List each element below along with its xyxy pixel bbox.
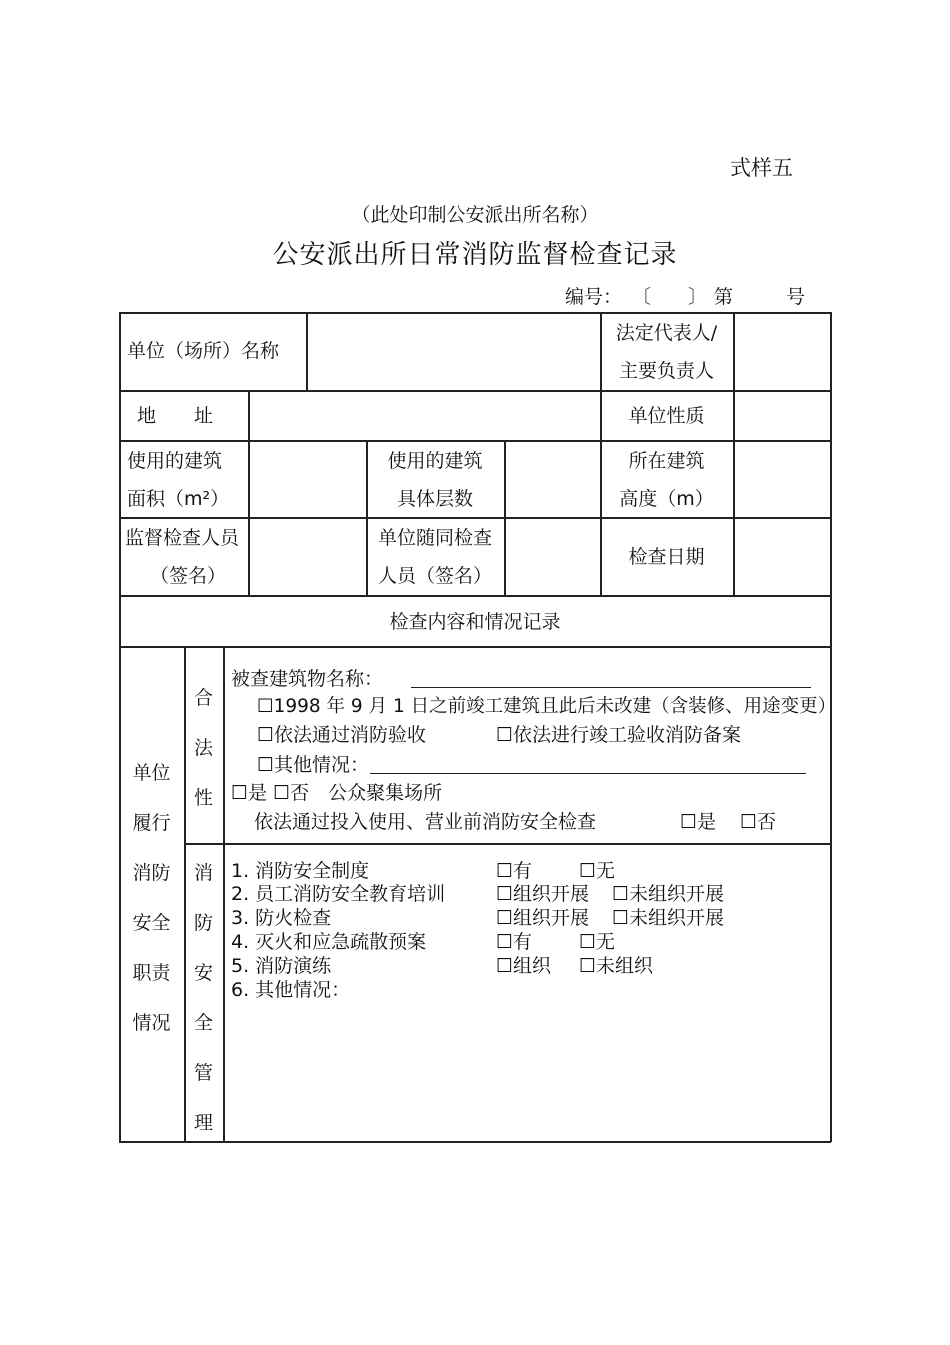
floors-label-line1: 使用的建筑: [387, 450, 483, 472]
management-label-char: 消: [193, 862, 213, 884]
checkbox-fire-acceptance[interactable]: ☐依法通过消防验收: [257, 724, 427, 746]
building-area-value[interactable]: [249, 442, 366, 517]
management-label-char: 安: [193, 962, 213, 984]
floors-value[interactable]: [505, 442, 600, 517]
accompany-label-line2: 人员（签名）: [377, 565, 492, 587]
management-label-char: 理: [193, 1112, 213, 1134]
address-value[interactable]: [249, 392, 600, 440]
address-label: 地 址: [137, 405, 214, 427]
mgmt-option-a[interactable]: ☐有: [496, 860, 533, 882]
duty-label-char: 职责: [132, 962, 171, 984]
legality-label-char: 合: [193, 687, 213, 709]
table-rule: [119, 646, 831, 648]
management-vertical-label: [184, 848, 223, 1148]
unit-nature-value[interactable]: [734, 392, 830, 440]
mgmt-option-b[interactable]: ☐未组织开展: [612, 883, 725, 905]
duty-label-char: 安全: [132, 912, 171, 934]
duty-vertical-label: [119, 748, 184, 1048]
height-value[interactable]: [734, 442, 830, 517]
mgmt-option-a[interactable]: ☐组织开展: [496, 907, 590, 929]
inspector-signature[interactable]: [249, 519, 366, 595]
other-situation-input[interactable]: [370, 773, 806, 774]
mgmt-option-b[interactable]: ☐未组织开展: [612, 907, 725, 929]
management-label-char: 防: [193, 912, 213, 934]
serial-di: 第: [714, 286, 734, 308]
floors-label-line2: 具体层数: [396, 488, 473, 510]
management-label-char: 管: [193, 1062, 213, 1084]
duty-label-char: 情况: [132, 1012, 171, 1034]
mgmt-option-b[interactable]: ☐无: [579, 860, 616, 882]
mgmt-option-a[interactable]: ☐组织: [496, 955, 552, 977]
inspector-label-line2: （签名）: [150, 565, 227, 587]
accompany-signature[interactable]: [505, 519, 600, 595]
duty-label-char: 单位: [132, 762, 171, 784]
mgmt-item: 5. 消防演练: [231, 955, 332, 977]
legality-vertical-label: [184, 673, 223, 823]
unit-name-label: 单位（场所）名称: [127, 340, 280, 362]
mgmt-item: 1. 消防安全制度: [231, 860, 370, 882]
legal-rep-label-line2: 主要负责人: [618, 360, 714, 382]
public-place-checkboxes[interactable]: ☐是 ☐否 公众聚集场所: [231, 782, 443, 804]
mgmt-item: 2. 员工消防安全教育培训: [231, 883, 446, 905]
legal-rep-value[interactable]: [734, 314, 830, 390]
unit-nature-label: 单位性质: [628, 405, 705, 427]
accompany-label-line1: 单位随同检查: [377, 527, 492, 549]
pre-use-check-label: 依法通过投入使用、营业前消防安全检查: [254, 811, 597, 833]
table-rule: [184, 843, 831, 845]
sample-label: 式样五: [730, 156, 793, 180]
mgmt-item: 4. 灭火和应急疏散预案: [231, 931, 427, 953]
mgmt-item: 6. 其他情况：: [231, 979, 351, 1001]
table-border-right: [830, 312, 832, 1142]
legality-label-char: 性: [193, 787, 213, 809]
unit-name-value[interactable]: [306, 314, 600, 390]
building-name-input[interactable]: [411, 687, 811, 688]
inspector-label-line1: 监督检查人员: [125, 527, 240, 549]
legal-rep-label-line1: 法定代表人/: [615, 322, 718, 344]
mgmt-option-b[interactable]: ☐未组织: [579, 955, 654, 977]
serial-label: 编号：: [565, 286, 623, 308]
building-area-label-line2: 面积（m²）: [127, 488, 230, 510]
page-title: 公安派出所日常消防监督检查记录: [272, 240, 678, 270]
height-label-line1: 所在建筑: [628, 450, 705, 472]
inspect-date-label: 检查日期: [628, 546, 705, 568]
org-name-placeholder: （此处印制公安派出所名称）: [351, 204, 599, 226]
table-rule: [223, 646, 225, 1141]
serial-bracket-close: 〕: [688, 286, 708, 308]
mgmt-option-a[interactable]: ☐组织开展: [496, 883, 590, 905]
building-area-label-line1: 使用的建筑: [127, 450, 223, 472]
serial-bracket-open: 〔: [632, 286, 652, 308]
table-border-bottom: [119, 1141, 831, 1143]
section-header: 检查内容和情况记录: [389, 611, 561, 633]
mgmt-option-a[interactable]: ☐有: [496, 931, 533, 953]
serial-hao: 号: [786, 286, 806, 308]
checkbox-completion-filing[interactable]: ☐依法进行竣工验收消防备案: [496, 724, 742, 746]
mgmt-item: 3. 防火检查: [231, 907, 332, 929]
table-rule: [119, 595, 831, 597]
inspect-date-value[interactable]: [734, 519, 830, 595]
legality-label-char: 法: [193, 737, 213, 759]
pre-use-no-checkbox[interactable]: ☐否: [740, 811, 777, 833]
checkbox-other-situation[interactable]: ☐其他情况：: [257, 754, 370, 776]
duty-label-char: 履行: [132, 812, 171, 834]
management-label-char: 全: [193, 1012, 213, 1034]
duty-label-char: 消防: [132, 862, 171, 884]
height-label-line2: 高度（m）: [619, 488, 714, 510]
pre-use-yes-checkbox[interactable]: ☐是: [680, 811, 717, 833]
mgmt-option-b[interactable]: ☐无: [579, 931, 616, 953]
building-name-label: 被查建筑物名称：: [231, 668, 384, 690]
checkbox-pre-1998[interactable]: ☐1998 年 9 月 1 日之前竣工建筑且此后未改建（含装修、用途变更）: [257, 696, 837, 717]
